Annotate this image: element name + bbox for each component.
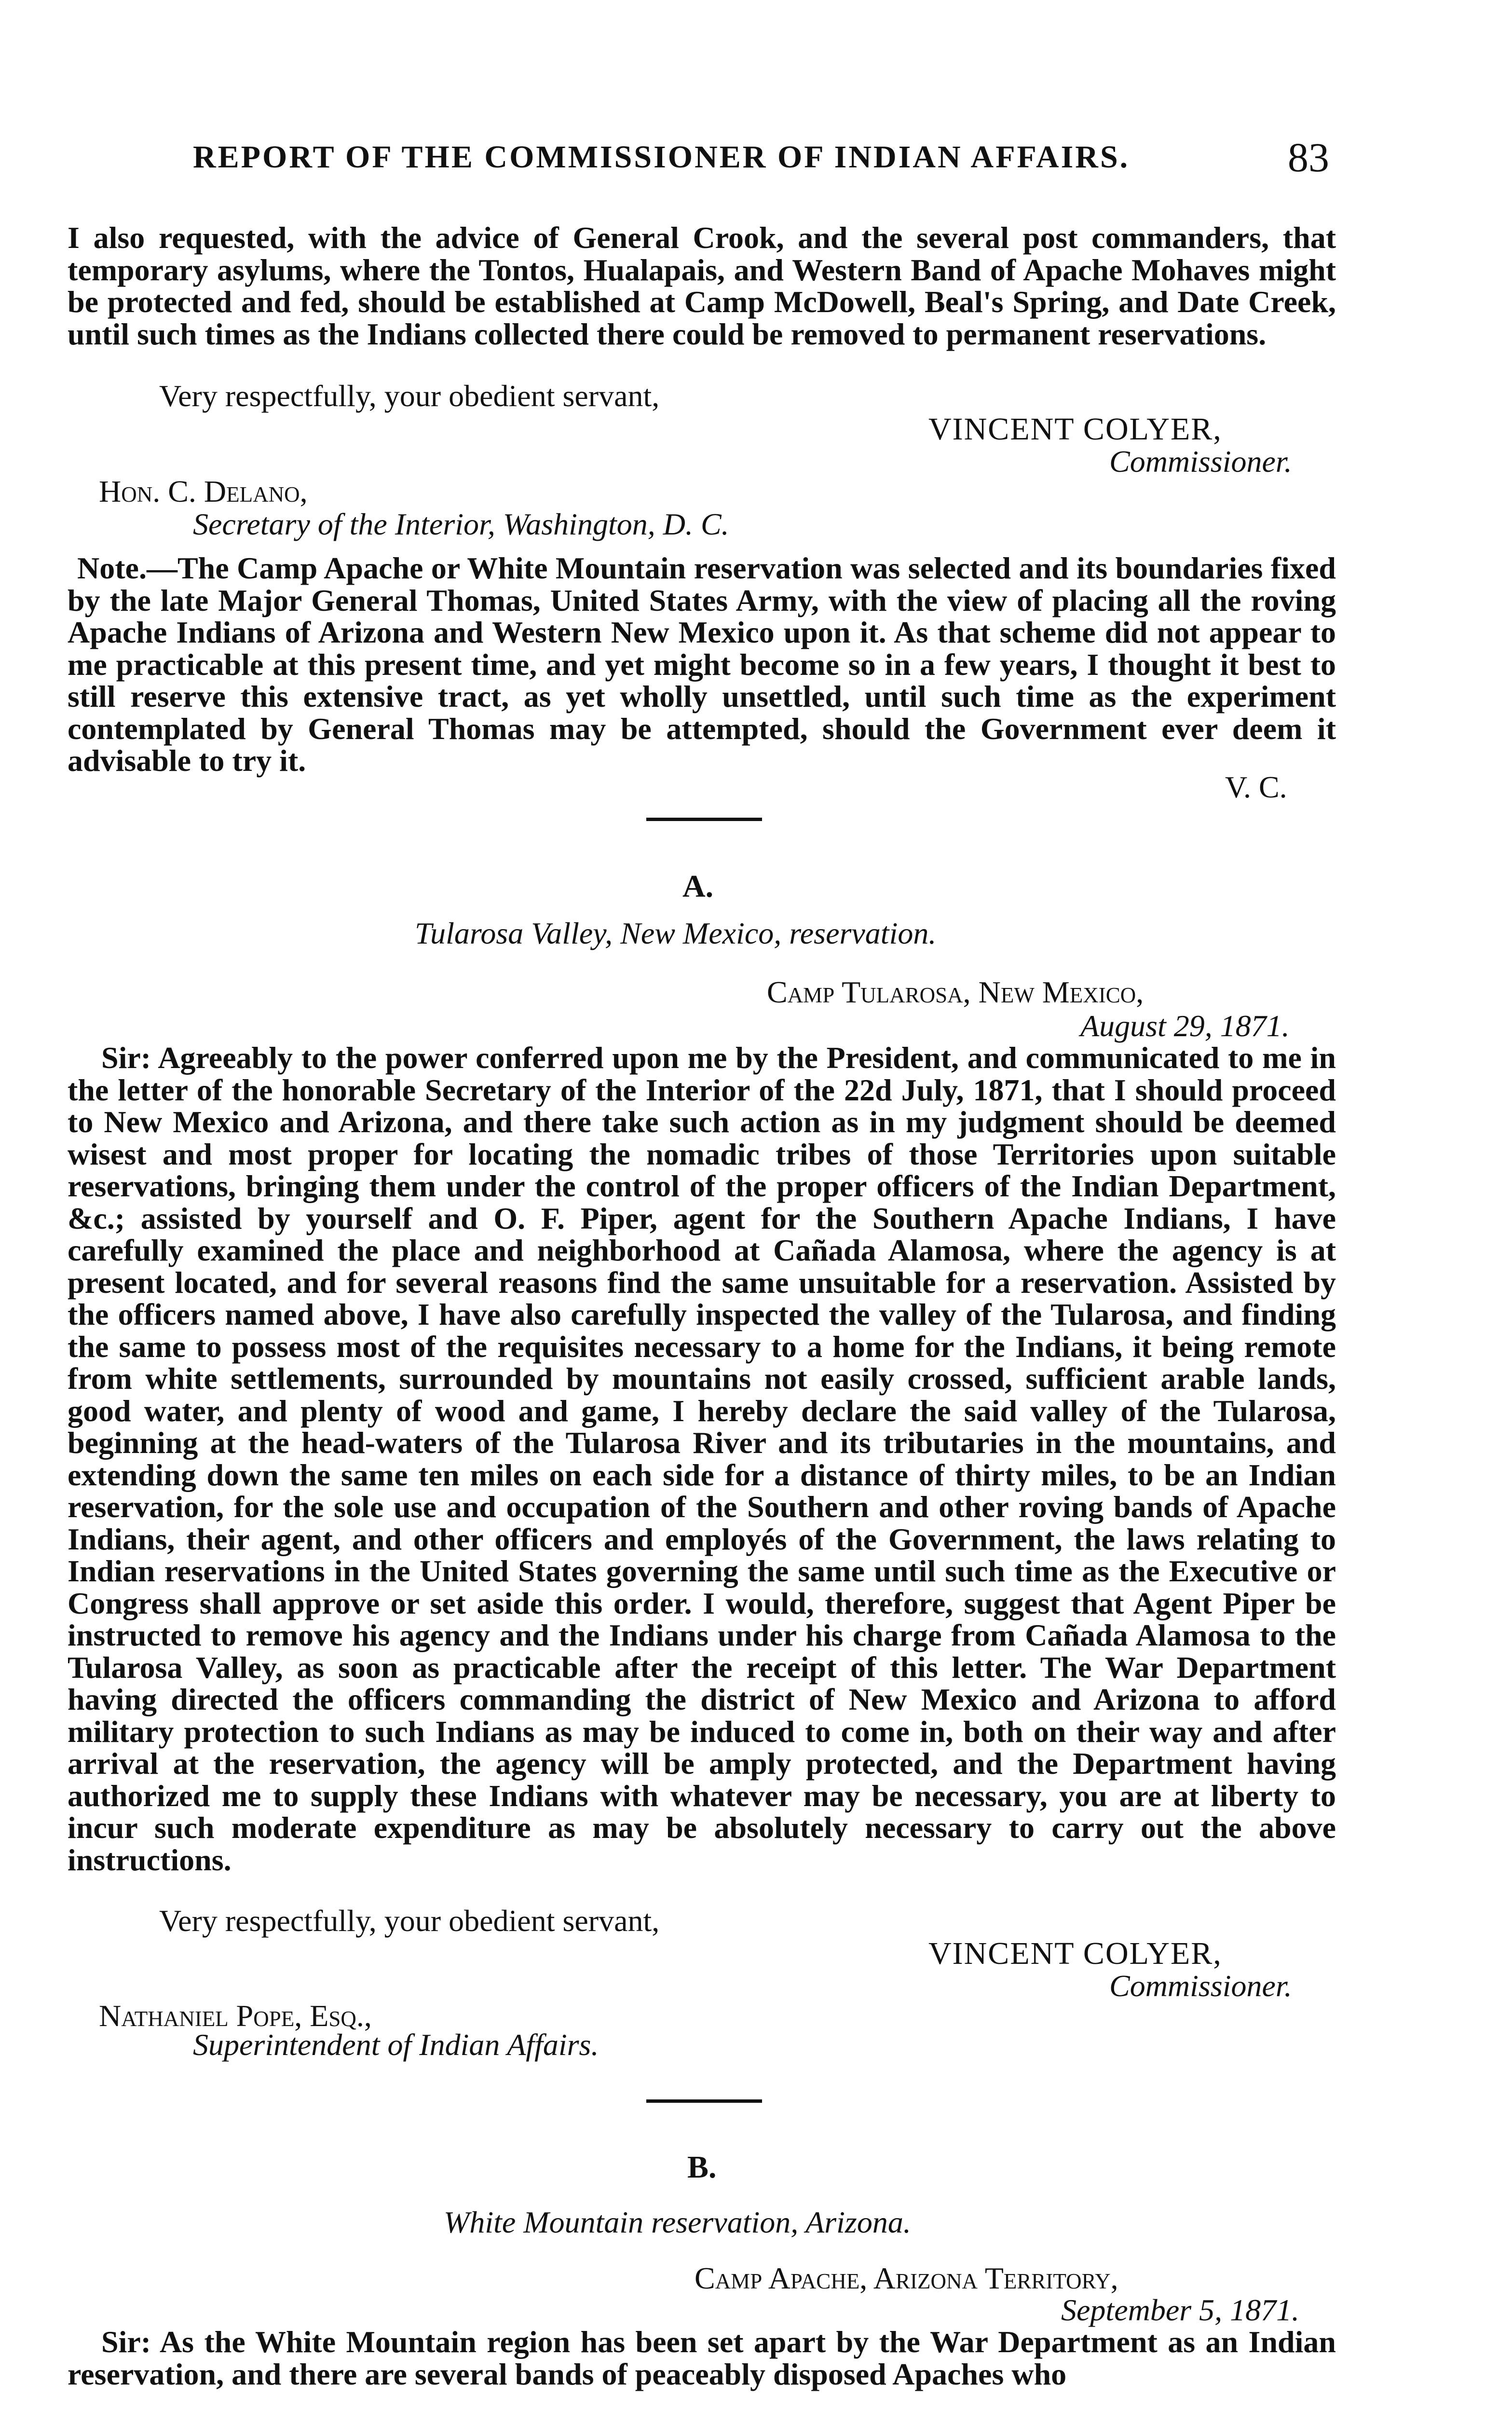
page-header: [0, 134, 1512, 182]
note-text: Note.—The Camp Apache or White Mountain reservation was selected and its boundaries fixed by the late Major General Thomas, United States Army, with the view of placing all the roving Apache Indians of Arizona and Western New Mexico upon it. As that scheme did not appear to me practicable at this present time, and yet might become so in a few years, I thought it best to still reserve this extensive tract, as yet wholly unsettled, until such time as the experiment contemplated by General Thomas may be attempted, should the Government ever deem it advisable to try it.: [68, 551, 1336, 778]
letter1-body: I also requested, with the advice of General Crook, and the several post commanders, that temporary asylums, where the Tontos, Hualapais, and Western Band of Apache Mohaves might be protected and fed, should be established at Camp McDowell, Beal's Spring, and Date Creek, until such times as the Indians collected there could be removed to permanent reservations.: [68, 220, 1336, 351]
letter1-closing: Very respectfully, your obedient servant,: [159, 379, 660, 413]
section-a-signature-name: VINCENT COLYER,: [928, 1936, 1222, 1971]
section-b-title: White Mountain reservation, Arizona.: [444, 2205, 911, 2239]
section-a-closing: Very respectfully, your obedient servant,: [159, 1904, 660, 1938]
section-a-letter: A.: [682, 869, 714, 904]
section-a-addressee-title: Superintendent of Indian Affairs.: [193, 2028, 599, 2062]
letter1-addressee-title: Secretary of the Interior, Washington, D. C.: [193, 507, 729, 541]
letter1-signature-title: Commissioner.: [1109, 444, 1292, 479]
section-a-title: Tularosa Valley, New Mexico, reservation.: [415, 916, 937, 950]
running-title: REPORT OF THE COMMISSIONER OF INDIAN AFFAIRS.: [193, 139, 1130, 175]
section-b-place: Camp Apache, Arizona Territory,: [695, 2261, 1118, 2295]
note-initials: V. C.: [1225, 770, 1287, 804]
section-b-letter: B.: [687, 2150, 717, 2185]
section-a-signature-title: Commissioner.: [1109, 1969, 1292, 2003]
section-a-date: August 29, 1871.: [1080, 1009, 1290, 1043]
page-number: 83: [1288, 134, 1329, 180]
letter1-signature-name: VINCENT COLYER,: [928, 411, 1222, 447]
section-divider: [646, 2099, 762, 2103]
section-a-addressee-name: Nathaniel Pope, Esq.,: [99, 1999, 372, 2033]
section-a-body: Sir: Agreeably to the power conferred upon me by the President, and communicated to me in the letter of the honorable Secretary of the Interior of the 22d July, 1871, that I should proceed to New Mexico and Arizona, and there take such action as in my judgment should be deemed wisest and most proper for locating the nomadic tribes of those Territories upon suitable reservations, bringing them under the control of the proper officers of the Indian Department, &c.; assisted by yourself and O. F. Piper, agent for the Southern Apache Indians, I have carefully examined the place and neighborhood at Cañada Alamosa, where the agency is at present located, and for several reasons find the same unsuitable for a reservation. Assisted by the officers named above, I have also carefully inspected the valley of the Tularosa, and finding the same to possess most of the requisites necessary to a home for the Indians, it being remote from white settlements, surrounded by mountains not easily crossed, sufficient arable lands, good water, and plenty of wood and game, I hereby declare the said valley of the Tularosa, beginning at the head-waters of the Tularosa River and its tributaries in the mountains, and extending down the same ten miles on each side for a distance of thirty miles, to be an Indian reservation, for the sole use and occupation of the Southern and other roving bands of Apache Indians, their agent, and other officers and employés of the Government, the laws relating to Indian reservations in the United States governing the same until such time as the Executive or Congress shall approve or set aside this order. I would, therefore, suggest that Agent Piper be instructed to remove his agency and the Indians under his charge from Cañada Alamosa to the Tularosa Valley, as soon as practicable after the receipt of this letter. The War Department having directed the officers commanding the district of New Mexico and Arizona to afford military protection to such Indians as may be induced to come in, both on their way and after arrival at the reservation, the agency will be amply protected, and the Department having authorized me to supply these Indians with whatever may be necessary, you are at liberty to incur such moderate expenditure as may be absolutely necessary to carry out the above instructions.: [68, 1041, 1336, 1877]
section-b-body: Sir: As the White Mountain region has been set apart by the War Department as an Indian reservation, and there are several bands of peaceably disposed Apaches who: [68, 2325, 1336, 2391]
section-a-place: Camp Tularosa, New Mexico,: [767, 975, 1144, 1009]
letter1-addressee-name: Hon. C. Delano,: [99, 474, 308, 508]
section-divider: [646, 818, 762, 821]
section-b-date: September 5, 1871.: [1061, 2293, 1300, 2327]
